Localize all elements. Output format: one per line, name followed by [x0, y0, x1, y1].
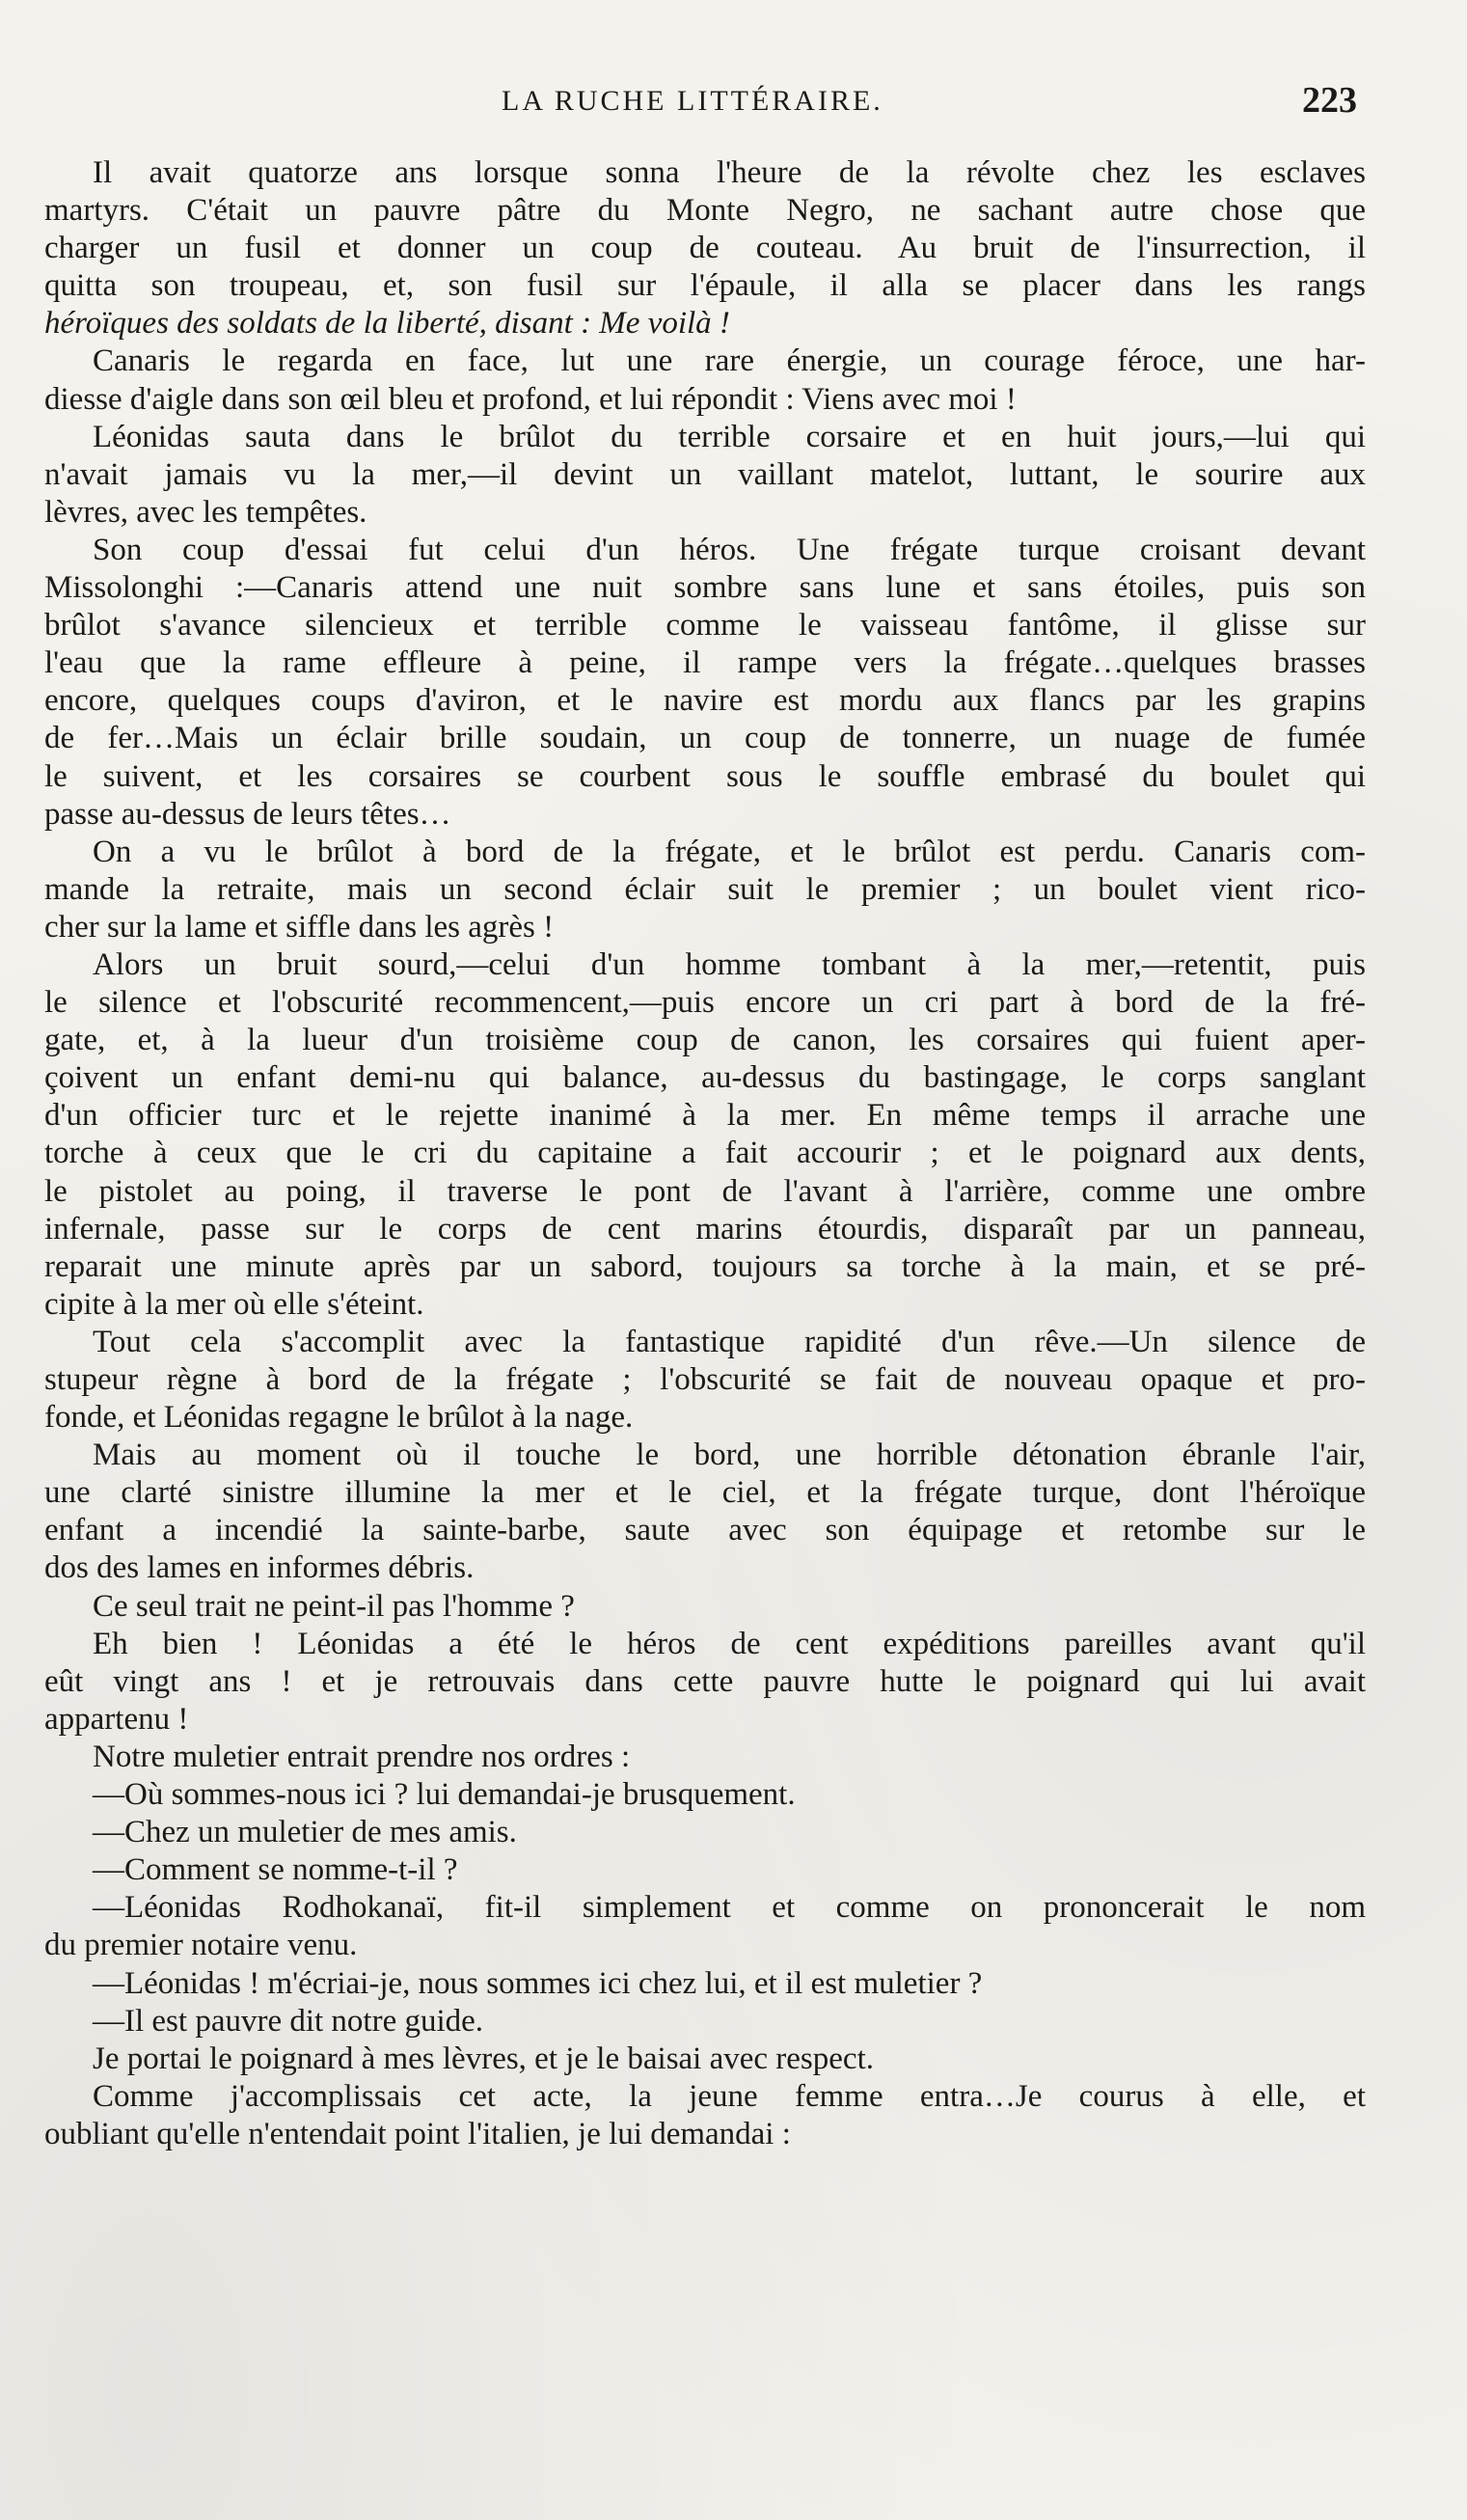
text-line: Mais au moment où il touche le bord, une horrible détonation ébranle l'air,: [93, 1438, 1366, 1473]
text-line: martyrs. C'était un pauvre pâtre du Monte Negro, ne sachant autre chose que: [44, 193, 1366, 229]
text-line: héroïques des soldats de la liberté, disant : Me voilà !: [44, 306, 730, 342]
text-line: torche à ceux que le cri du capitaine a fait accourir ; et le poignard aux dents,: [44, 1136, 1366, 1171]
text-line: n'avait jamais vu la mer,—il devint un vaillant matelot, luttant, le sourire aux: [44, 456, 1366, 492]
text-line: passe au-dessus de leurs têtes…: [44, 796, 451, 832]
running-title: LA RUCHE LITTÉRAIRE.: [502, 85, 883, 117]
text-line: —Léonidas ! m'écriai-je, nous sommes ici chez lui, et il est muletier ?: [93, 1965, 983, 2001]
text-line: Canaris le regarda en face, lut une rare énergie, un courage féroce, une har-: [93, 343, 1366, 379]
text-line: de fer…Mais un éclair brille soudain, un coup de tonnerre, un nuage de fumée: [44, 721, 1366, 756]
text-line: Eh bien ! Léonidas a été le héros de cent expéditions pareilles avant qu'il: [93, 1626, 1366, 1661]
text-line: appartenu !: [44, 1701, 189, 1737]
text-line: Ce seul trait ne peint-il pas l'homme ?: [93, 1588, 575, 1624]
text-line: une clarté sinistre illumine la mer et le ciel, et la frégate turque, dont l'héroïque: [44, 1475, 1366, 1511]
text-line: —Comment se nomme-t-il ?: [93, 1852, 458, 1888]
text-line: —Il est pauvre dit notre guide.: [93, 2003, 484, 2039]
text-line: le pistolet au poing, il traverse le pont de l'avant à l'arrière, comme une ombre: [44, 1173, 1366, 1209]
text-line: eût vingt ans ! et je retrouvais dans cette pauvre hutte le poignard qui lui avait: [44, 1663, 1366, 1699]
text-line: fonde, et Léonidas regagne le brûlot à la nage.: [44, 1400, 634, 1436]
text-line: du premier notaire venu.: [44, 1928, 358, 1963]
text-line: Tout cela s'accomplit avec la fantastique rapidité d'un rêve.—Un silence de: [93, 1324, 1366, 1359]
text-line: —Léonidas Rodhokanaï, fit-il simplement et comme on prononcerait le nom: [93, 1890, 1366, 1926]
text-line: infernale, passe sur le corps de cent marins étourdis, disparaît par un panneau,: [44, 1211, 1366, 1246]
text-line: Léonidas sauta dans le brûlot du terrible corsaire et en huit jours,—lui qui: [93, 419, 1366, 454]
text-line: Il avait quatorze ans lorsque sonna l'heure de la révolte chez les esclaves: [93, 155, 1366, 190]
body-text: [44, 154, 1366, 2153]
text-line: —Où sommes-nous ici ? lui demandai-je brusquement.: [93, 1777, 796, 1813]
text-line: cipite à la mer où elle s'éteint.: [44, 1286, 424, 1322]
page-number: 223: [1302, 80, 1357, 121]
text-line: stupeur règne à bord de la frégate ; l'obscurité se fait de nouveau opaque et pro-: [44, 1362, 1366, 1397]
text-line: Notre muletier entrait prendre nos ordres :: [93, 1739, 631, 1774]
text-line: l'eau que la rame effleure à peine, il rampe vers la frégate…quelques brasses: [44, 645, 1366, 681]
text-line: cher sur la lame et siffle dans les agrès !: [44, 909, 555, 945]
text-line: le suivent, et les corsaires se courbent sous le souffle embrasé du boulet qui: [44, 758, 1366, 794]
text-line: d'un officier turc et le rejette inanimé à la mer. En même temps il arrache une: [44, 1098, 1366, 1134]
text-line: Comme j'accomplissais cet acte, la jeune femme entra…Je courus à elle, et: [93, 2078, 1366, 2114]
text-line: dos des lames en informes débris.: [44, 1550, 475, 1586]
text-line: lèvres, avec les tempêtes.: [44, 494, 367, 530]
text-line: le silence et l'obscurité recommencent,—puis encore un cri part à bord de la fré-: [44, 985, 1366, 1021]
text-line: oubliant qu'elle n'entendait point l'italien, je lui demandai :: [44, 2116, 791, 2151]
page-header: [0, 80, 1467, 131]
text-line: diesse d'aigle dans son œil bleu et profond, et lui répondit : Viens avec moi !: [44, 381, 1017, 417]
text-line: mande la retraite, mais un second éclair suit le premier ; un boulet vient rico-: [44, 871, 1366, 907]
text-line: On a vu le brûlot à bord de la frégate, et le brûlot est perdu. Canaris com-: [93, 834, 1366, 869]
text-line: gate, et, à la lueur d'un troisième coup de canon, les corsaires qui fuient aper-: [44, 1023, 1366, 1058]
text-line: quitta son troupeau, et, son fusil sur l'épaule, il alla se placer dans les rangs: [44, 268, 1366, 304]
text-line: brûlot s'avance silencieux et terrible comme le vaisseau fantôme, il glisse sur: [44, 608, 1366, 644]
text-line: charger un fusil et donner un coup de couteau. Au bruit de l'insurrection, il: [44, 231, 1366, 266]
text-line: reparait une minute après par un sabord, toujours sa torche à la main, et se pré-: [44, 1248, 1366, 1284]
text-line: Son coup d'essai fut celui d'un héros. Une frégate turque croisant devant: [93, 532, 1366, 567]
text-line: encore, quelques coups d'aviron, et le navire est mordu aux flancs par les grapins: [44, 683, 1366, 719]
text-line: —Chez un muletier de mes amis.: [93, 1815, 517, 1850]
text-line: Missolonghi :—Canaris attend une nuit sombre sans lune et sans étoiles, puis son: [44, 570, 1366, 606]
text-line: enfant a incendié la sainte-barbe, saute avec son équipage et retombe sur le: [44, 1513, 1366, 1548]
text-line: çoivent un enfant demi-nu qui balance, au-dessus du bastingage, le corps sanglant: [44, 1060, 1366, 1096]
text-line: Alors un bruit sourd,—celui d'un homme tombant à la mer,—retentit, puis: [93, 946, 1366, 982]
text-line: Je portai le poignard à mes lèvres, et je le baisai avec respect.: [93, 2041, 874, 2076]
